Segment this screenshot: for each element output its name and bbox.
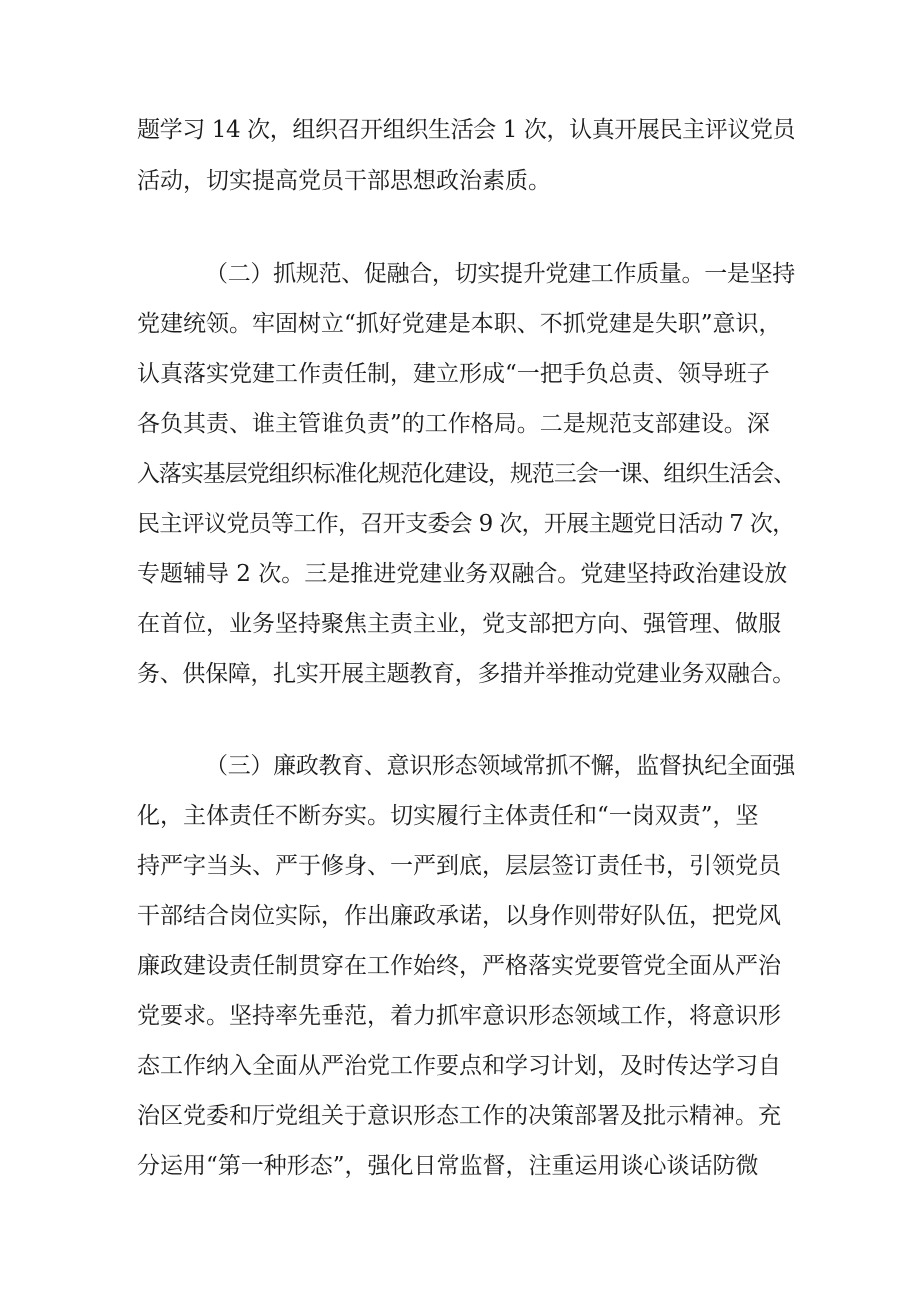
- paragraph-2-line-4: 各负其责、谁主管谁负责”的工作格局。二是规范支部建设。深: [137, 411, 770, 437]
- paragraph-1-line-2: 活动，切实提高党员干部思想政治素质。: [137, 168, 551, 194]
- paragraph-3-line-3: 持严字当头、严于修身、一严到底，层层签订责任书，引领党员: [137, 853, 781, 879]
- paragraph-2-line-3: 认真落实党建工作责任制，建立形成“一把手负总责、领导班子: [137, 361, 770, 387]
- paragraph-3-line-6: 党要求。坚持率先垂范，着力抓牢意识形态领域工作，将意识形: [137, 1003, 781, 1029]
- paragraph-2-line-6: 民主评议党员等工作，召开支委会 9 次，开展主题党日活动 7 次，: [137, 511, 795, 537]
- paragraph-3-line-9: 分运用“第一种形态”，强化日常监督，注重运用谈心谈话防微: [137, 1153, 759, 1179]
- paragraph-3-line-7: 态工作纳入全面从严治党工作要点和学习计划，及时传达学习自: [137, 1053, 781, 1079]
- paragraph-2-line-2: 党建统领。牢固树立“抓好党建是本职、不抓党建是失职”意识，: [137, 311, 782, 337]
- paragraph-2-line-1: （二）抓规范、促融合，切实提升党建工作质量。一是坚持: [205, 261, 796, 287]
- paragraph-2-line-8: 在首位，业务坚持聚焦主责主业，党支部把方向、强管理、做服: [137, 611, 781, 637]
- paragraph-1-line-1: 题学习 14 次，组织召开组织生活会 1 次，认真开展民主评议党员: [137, 117, 796, 143]
- paragraph-3-line-2: 化，主体责任不断夯实。切实履行主体责任和“一岗双责”，坚: [137, 803, 759, 829]
- paragraph-2-line-5: 入落实基层党组织标准化规范化建设，规范三会一课、组织生活会、: [137, 461, 795, 487]
- paragraph-3-line-5: 廉政建设责任制贯穿在工作始终，严格落实党要管党全面从严治: [137, 953, 781, 979]
- paragraph-2-line-7: 专题辅导 2 次。三是推进党建业务双融合。党建坚持政治建设放: [137, 561, 788, 587]
- paragraph-2-line-9: 务、供保障，扎实开展主题教育，多措并举推动党建业务双融合。: [137, 661, 796, 687]
- paragraph-3-line-1: （三）廉政教育、意识形态领域常抓不懈，监督执纪全面强: [205, 753, 796, 779]
- paragraph-3-line-4: 干部结合岗位实际，作出廉政承诺，以身作则带好队伍，把党风: [137, 903, 781, 929]
- paragraph-3-line-8: 治区党委和厅党组关于意识形态工作的决策部署及批示精神。充: [137, 1103, 781, 1129]
